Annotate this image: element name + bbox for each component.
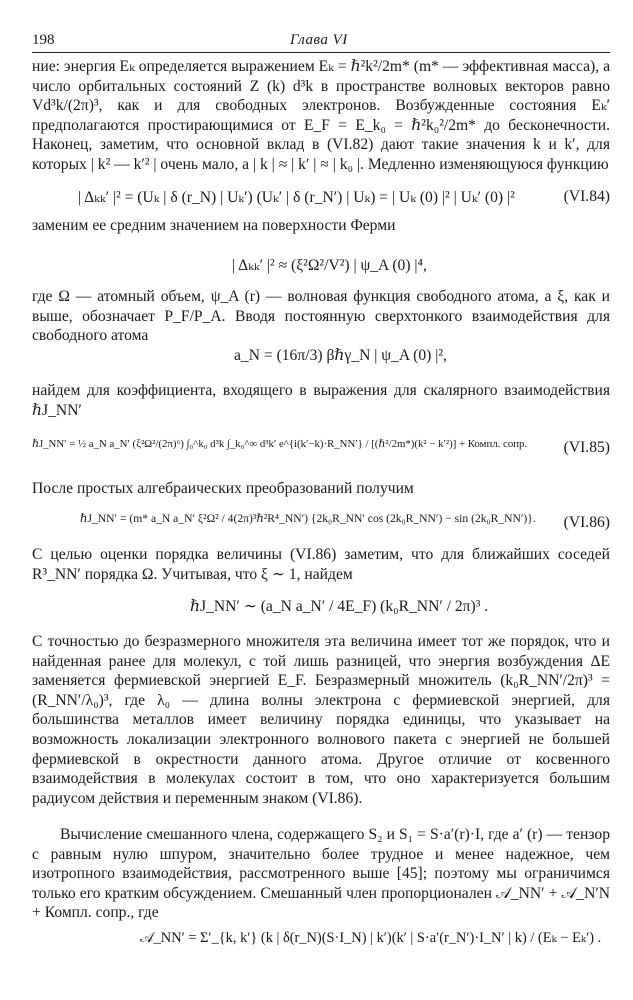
equation-vi85: ℏJ_NN′ = ½ a_N a_N′ (ξ²Ω²/(2π)⁶) ∫₀^k₀ d³k ∫_k₀^∞ d³k′ e^{i(k′−k)·R_NN′} / [(ℏ²/2m*)(k² − k′²)] + Компл. сопр.: [32, 438, 528, 450]
equation-fermi-average: | Δₖₖ′ |² ≈ (ξ²Ω²/V²) | ψ_A (0) |⁴,: [232, 257, 427, 274]
equation-a-n: a_N = (16π/3) βℏγ_N | ψ_A (0) |²,: [234, 347, 447, 364]
paragraph: Вычисление смешанного члена, содержащего S₂ и S₁ = S·a′(r)·I, где a′ (r) — тензор с равным нулю шпуром, значительно более трудное и менее надежное, чем изотропного взаимодействия, рассмотренного выше [45]; поэтому мы ограничимся только его кратким обсуждением. Смешанный член пропорционален 𝒜_NN′ + 𝒜_N′N + Компл. сопр., где: [32, 826, 610, 922]
paragraph: где Ω — атомный объем, ψ_A (r) — волновая функция свободного атома, а ξ, как и выше, обозначает P_F/P_A. Вводя постоянную сверхтонкого взаимодействия для свободного атома: [32, 288, 610, 345]
equation-mixed-term: 𝒜_NN′ = Σ′_{k, k′} (k | δ(r_N)(S·I_N) | k′)(k′ | S·a′(r_N′)·I_N′ | k) / (Eₖ − Eₖ′) .: [140, 930, 602, 946]
page-number: 198: [32, 32, 55, 48]
chapter-title: Глава VI: [290, 32, 348, 48]
equation-label-vi84: (VI.84): [563, 188, 610, 205]
paragraph: После простых алгебраических преобразований получим: [32, 480, 414, 497]
page-header: [32, 30, 610, 53]
equation-vi84: | Δₖₖ′ |² = (Uₖ | δ (r_N) | Uₖ′) (Uₖ′ | δ (r_N′) | Uₖ) = | Uₖ (0) |² | Uₖ′ (0) |²: [78, 189, 515, 206]
equation-vi86: ℏJ_NN′ = (m* a_N a_N′ ξ²Ω² / 4(2π)³ℏ²R⁴_NN′) {2k₀R_NN′ cos (2k₀R_NN′) − sin (2k₀R_NN′)}.: [80, 512, 536, 525]
paragraph: ние: энергия Eₖ определяется выражением Eₖ = ℏ²k²/2m* (m* — эффективная масса), а число орбитальных состояний Z (k) d³k в пространстве волновых векторов равно Vd³k/(2π)³, как и для свободных электронов. Возбужденные состояния Eₖ′ предполагаются простирающимися от E_F = E_k₀ = ℏ²k₀²/2m* до бесконечности. Наконец, заметим, что основной вклад в (VI.82) дают такие значения k и k′, для которых | k² — k′² | очень мало, а | k | ≈ | k′ | ≈ | k₀ |. Медленно изменяющуюся функцию: [32, 58, 610, 173]
paragraph: заменим ее средним значением на поверхности Ферми: [32, 217, 396, 234]
equation-order-estimate: ℏJ_NN′ ∼ (a_N a_N′ / 4E_F) (k₀R_NN′ / 2π)³ .: [190, 598, 489, 615]
equation-label-vi86: (VI.86): [563, 514, 610, 531]
paragraph: найдем для коэффициента, входящего в выражения для скалярного взаимодействия ℏJ_NN′: [32, 382, 610, 419]
paragraph: С целью оценки порядка величины (VI.86) заметим, что для ближайших соседей R³_NN′ порядка Ω. Учитывая, что ξ ∼ 1, найдем: [32, 546, 610, 583]
equation-label-vi85: (VI.85): [563, 439, 610, 456]
paragraph: С точностью до безразмерного множителя эта величина имеет тот же порядок, что и найденная ранее для молекул, с той лишь разницей, что энергия возбуждения ΔE заменяется фермиевской энергией E_F. Безразмерный множитель (k₀R_NN′/2π)³ = (R_NN′/λ₀)³, где λ₀ — длина волны электрона с фермиевской энергией, для большинства металлов имеет величину порядка единицы, что указывает на возможность локализации электронного волнового пакета с энергией не большей фермиевской в окрестности данного атома. Другое отличие от косвенного взаимодействия в молекулах состоит в том, что оно характеризуется большим радиусом действия и переменным знаком (VI.86).: [32, 633, 610, 807]
